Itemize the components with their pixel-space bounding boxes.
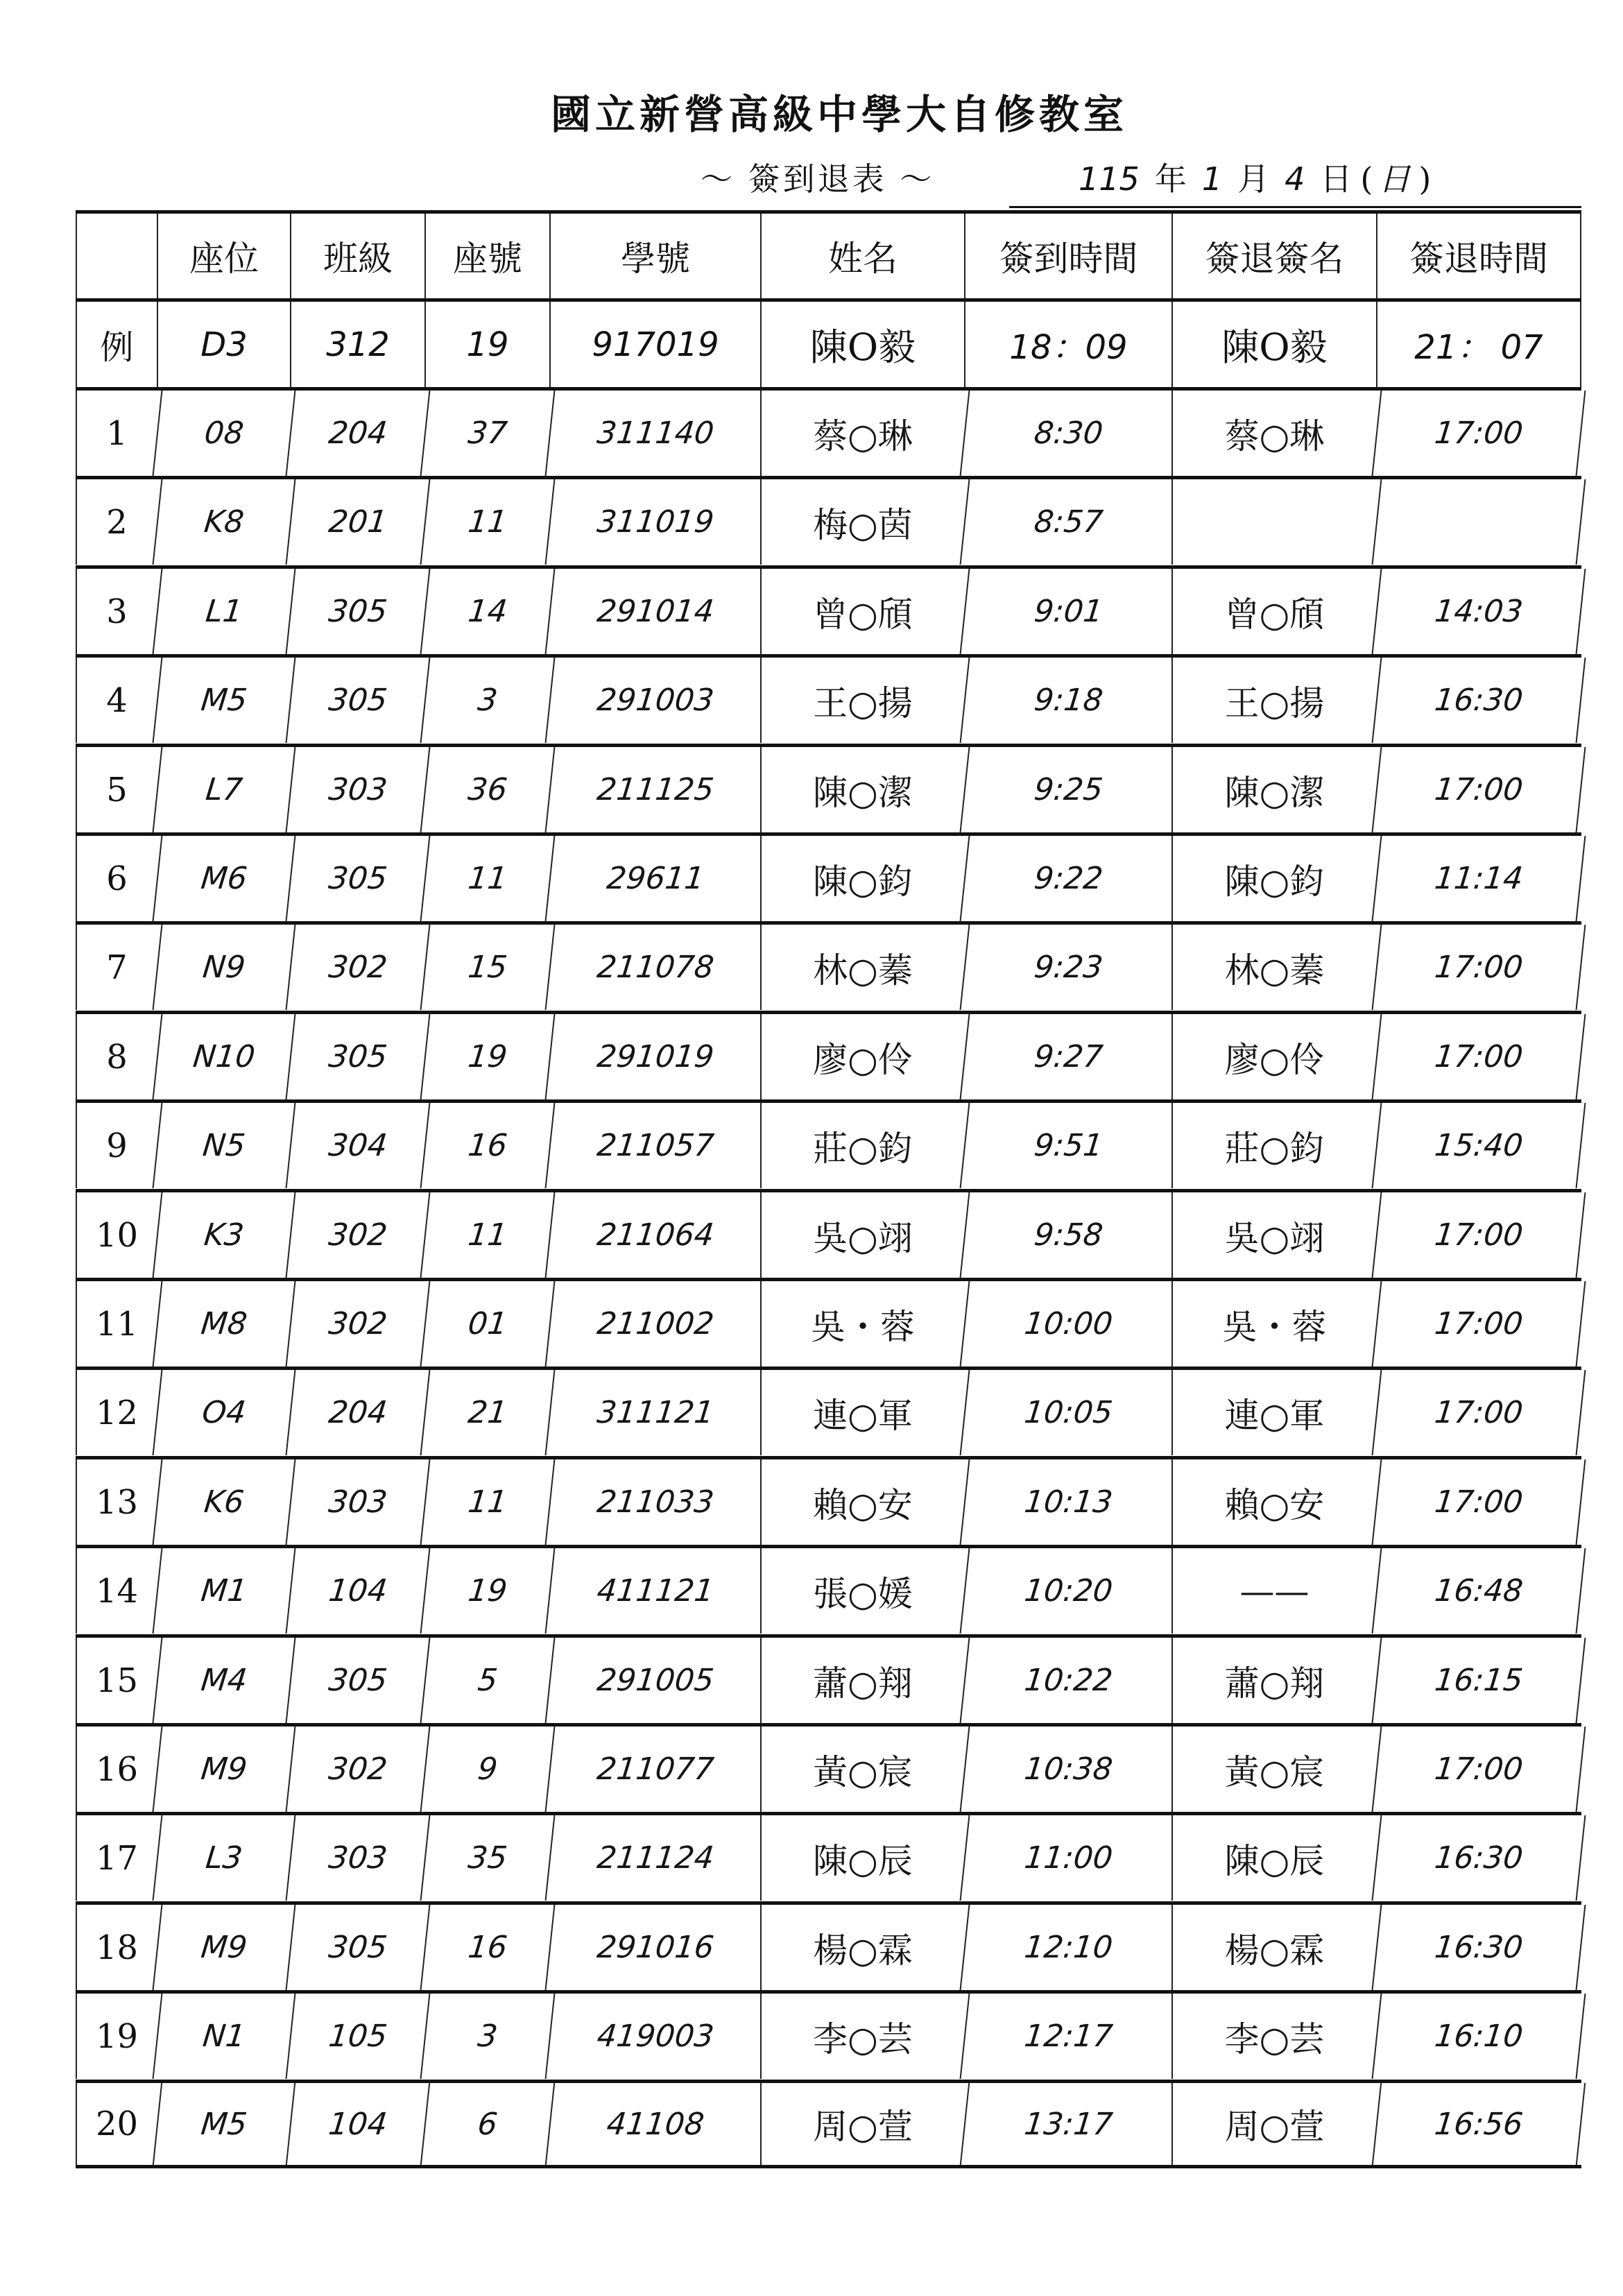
date-year: 115 [1079,160,1140,198]
col-header-checkout-time: 簽退時間 [1376,214,1581,298]
checkout-signature-cell[interactable]: 廖○伶 [1171,1014,1376,1099]
student-id-cell[interactable]: 311019 [545,479,765,565]
class-cell[interactable]: 302 [286,1727,429,1812]
row-number: 16 [76,1727,157,1812]
seat-no-cell[interactable]: 16 [420,1103,554,1188]
student-id-cell[interactable]: 211002 [545,1281,765,1367]
name-cell[interactable]: 李○芸 [760,1994,964,2079]
seat-cell[interactable]: N1 [153,1994,295,2079]
seat-cell[interactable]: K6 [153,1459,295,1545]
class-cell[interactable]: 305 [286,836,429,921]
checkout-time-cell[interactable]: 17:00 [1372,1281,1586,1367]
col-header-checkin-time: 簽到時間 [964,214,1171,298]
name-cell[interactable]: 陳○潔 [760,747,964,832]
table-row [76,1099,1581,1188]
name-cell[interactable]: 楊○霖 [760,1905,964,1990]
date-underline [1009,206,1581,208]
row-number: 15 [76,1638,157,1723]
checkout-time-cell[interactable]: 16:30 [1372,1905,1586,1990]
table-row [76,744,1581,832]
table-row [76,1189,1581,1278]
example-student-id: 917019 [549,302,760,387]
seat-no-cell[interactable]: 15 [420,925,554,1010]
checkin-time-cell[interactable]: 10:22 [960,1638,1176,1723]
seat-cell[interactable]: M1 [153,1548,295,1634]
checkout-time-cell[interactable] [1372,479,1586,565]
row-number: 1 [76,391,157,476]
seat-cell[interactable]: N5 [153,1103,295,1188]
example-checkout-signature: 陳O毅 [1171,302,1376,387]
seat-cell[interactable]: M4 [153,1638,295,1723]
seat-no-cell[interactable]: 14 [420,569,554,654]
table-row [76,1723,1581,1812]
col-header-seat-no: 座號 [424,214,549,298]
seat-no-cell[interactable]: 19 [420,1548,554,1634]
student-id-cell[interactable]: 311121 [545,1370,765,1455]
checkout-signature-cell[interactable]: 連○軍 [1171,1370,1376,1455]
table-row [76,1812,1581,1901]
example-class: 312 [290,302,424,387]
checkout-time-cell[interactable]: 17:00 [1372,1459,1586,1545]
seat-cell[interactable]: K8 [153,479,295,565]
table-row [76,1456,1581,1545]
name-cell[interactable]: 蕭○翔 [760,1638,964,1723]
checkout-time-cell[interactable]: 17:00 [1372,747,1586,832]
checkout-signature-cell[interactable]: 陳○辰 [1171,1815,1376,1901]
checkin-time-cell[interactable]: 10:38 [960,1727,1176,1812]
row-number: 4 [76,658,157,743]
class-cell[interactable]: 305 [286,658,429,743]
checkin-time-cell[interactable]: 8:57 [960,479,1176,565]
date-year-label: 年 [1154,160,1187,198]
table-header-row [76,210,1581,298]
name-cell[interactable]: 莊○鈞 [760,1103,964,1188]
checkout-signature-cell[interactable]: 莊○鈞 [1171,1103,1376,1188]
row-number: 6 [76,836,157,921]
checkout-signature-cell[interactable]: 陳○鈞 [1171,836,1376,921]
table-row [76,2080,1581,2168]
class-cell[interactable]: 204 [286,1370,429,1455]
name-cell[interactable]: 吳・蓉 [760,1281,964,1367]
example-row [76,298,1581,387]
checkout-time-cell[interactable]: 11:14 [1372,836,1586,921]
row-number: 8 [76,1014,157,1099]
example-checkin-time: 18：09 [964,302,1171,387]
seat-no-cell[interactable]: 21 [420,1370,554,1455]
col-header-name: 姓名 [760,214,964,298]
name-cell[interactable]: 廖○伶 [760,1014,964,1099]
table-row [76,565,1581,654]
seat-cell[interactable]: K3 [153,1192,295,1278]
class-cell[interactable]: 302 [286,925,429,1010]
class-cell[interactable]: 201 [286,479,429,565]
name-cell[interactable]: 梅○茵 [760,479,964,565]
seat-no-cell[interactable]: 3 [420,1994,554,2079]
seat-cell[interactable]: M9 [153,1905,295,1990]
page-title: 國立新營高級中學大自修教室 [550,91,1128,138]
row-number: 5 [76,747,157,832]
date-month: 1 [1201,160,1223,198]
col-header-seat: 座位 [157,214,290,298]
seat-cell[interactable]: M5 [153,658,295,743]
checkout-time-cell[interactable]: 16:30 [1372,658,1586,743]
checkout-signature-cell[interactable]: 蔡○琳 [1171,391,1376,476]
table-row [76,1278,1581,1367]
checkout-time-cell[interactable]: 17:00 [1372,925,1586,1010]
class-cell[interactable]: 104 [286,1548,429,1634]
seat-cell[interactable]: L7 [153,747,295,832]
table-row [76,654,1581,743]
student-id-cell[interactable]: 291005 [545,1638,765,1723]
student-id-cell[interactable]: 419003 [545,1994,765,2079]
table-row [76,1367,1581,1455]
checkout-time-cell[interactable]: 17:00 [1372,1727,1586,1812]
signin-table [76,210,1581,2161]
checkout-signature-cell[interactable]: 周○萱 [1171,2083,1376,2165]
seat-no-cell[interactable]: 36 [420,747,554,832]
row-number: 19 [76,1994,157,2079]
row-number: 18 [76,1905,157,1990]
class-cell[interactable]: 302 [286,1192,429,1278]
name-cell[interactable]: 黃○宸 [760,1727,964,1812]
table-row [76,387,1581,476]
checkout-time-cell[interactable]: 17:00 [1372,391,1586,476]
seat-no-cell[interactable]: 19 [420,1014,554,1099]
class-cell[interactable]: 304 [286,1103,429,1188]
seat-cell[interactable]: N9 [153,925,295,1010]
name-cell[interactable]: 吳○翊 [760,1192,964,1278]
table-row [76,921,1581,1010]
checkout-signature-cell[interactable]: —— [1171,1548,1376,1634]
seat-no-cell[interactable]: 35 [420,1815,554,1901]
name-cell[interactable]: 張○媛 [760,1548,964,1634]
row-number: 17 [76,1815,157,1901]
seat-cell[interactable]: M5 [153,2083,294,2165]
date-day: 4 [1285,160,1305,198]
student-id-cell[interactable]: 291014 [545,569,765,654]
class-cell[interactable]: 105 [286,1994,429,2079]
table-row [76,1901,1581,1990]
seat-no-cell[interactable]: 11 [420,1459,554,1545]
name-cell[interactable]: 蔡○琳 [760,391,964,476]
class-cell[interactable]: 305 [286,1014,429,1099]
name-cell[interactable]: 陳○鈞 [760,836,964,921]
checkin-time-cell[interactable]: 9:22 [960,836,1176,921]
checkin-time-cell[interactable]: 10:20 [960,1548,1176,1634]
table-row [76,476,1581,565]
form-subtitle: ～ 簽到退表 ～ [701,160,935,198]
seat-no-cell[interactable]: 6 [420,2083,553,2165]
checkout-signature-cell[interactable]: 吳○翊 [1171,1192,1376,1278]
row-number: 12 [76,1370,157,1455]
checkin-time-cell[interactable]: 9:51 [960,1103,1176,1188]
checkout-signature-cell[interactable] [1171,479,1376,565]
example-seat: D3 [157,302,290,387]
name-cell[interactable]: 王○揚 [760,658,964,743]
seat-no-cell[interactable]: 11 [420,479,554,565]
row-number: 7 [76,925,157,1010]
seat-cell[interactable]: M6 [153,836,295,921]
seat-no-cell[interactable]: 11 [420,836,554,921]
seat-no-cell[interactable]: 3 [420,658,554,743]
seat-no-cell[interactable]: 11 [420,1192,554,1278]
student-id-cell[interactable]: 291016 [545,1905,765,1990]
name-cell[interactable]: 林○蓁 [760,925,964,1010]
student-id-cell[interactable]: 211078 [545,925,765,1010]
checkout-signature-cell[interactable]: 李○芸 [1171,1994,1376,2079]
col-header-checkout-signature: 簽退簽名 [1171,214,1376,298]
col-header-index [76,214,157,298]
checkout-signature-cell[interactable]: 陳○潔 [1171,747,1376,832]
checkout-time-cell[interactable]: 16:15 [1372,1638,1586,1723]
seat-no-cell[interactable]: 5 [420,1638,554,1723]
checkout-signature-cell[interactable]: 賴○安 [1171,1459,1376,1545]
seat-cell[interactable]: M8 [153,1281,295,1367]
name-cell[interactable]: 連○軍 [760,1370,964,1455]
checkout-time-cell[interactable]: 16:10 [1372,1994,1586,2079]
table-row [76,832,1581,921]
form-date [1079,154,1431,200]
table-row [76,1634,1581,1723]
class-cell[interactable]: 303 [286,1815,429,1901]
seat-no-cell[interactable]: 37 [420,391,554,476]
student-id-cell[interactable]: 29611 [545,836,765,921]
student-id-cell[interactable]: 211033 [545,1459,765,1545]
class-cell[interactable]: 302 [286,1281,429,1367]
checkin-time-cell[interactable]: 9:23 [960,925,1176,1010]
name-cell[interactable]: 曾○頎 [760,569,964,654]
row-number: 3 [76,569,157,654]
checkin-time-cell[interactable]: 10:13 [960,1459,1176,1545]
seat-cell[interactable]: L1 [153,569,295,654]
seat-no-cell[interactable]: 01 [420,1281,554,1367]
seat-cell[interactable]: L3 [153,1815,295,1901]
student-id-cell[interactable]: 211124 [545,1815,765,1901]
row-number: 13 [76,1459,157,1545]
example-label: 例 [76,302,157,387]
checkout-signature-cell[interactable]: 黃○宸 [1171,1727,1376,1812]
checkout-signature-cell[interactable]: 王○揚 [1171,658,1376,743]
checkout-time-cell[interactable]: 17:00 [1372,1192,1586,1278]
date-month-label: 月 [1237,160,1270,198]
table-row [76,1011,1581,1099]
checkin-time-cell[interactable]: 13:17 [960,2083,1176,2165]
name-cell[interactable]: 賴○安 [760,1459,964,1545]
student-id-cell[interactable]: 411121 [545,1548,765,1634]
example-seat-no: 19 [424,302,549,387]
checkin-time-cell[interactable]: 12:10 [960,1905,1176,1990]
student-id-cell[interactable]: 211064 [545,1192,765,1278]
class-cell[interactable]: 305 [286,569,429,654]
checkout-time-cell[interactable]: 17:00 [1372,1370,1586,1455]
checkin-time-cell[interactable]: 10:05 [960,1370,1176,1455]
class-cell[interactable]: 303 [286,1459,429,1545]
name-cell[interactable]: 周○萱 [760,2083,964,2165]
checkout-signature-cell[interactable]: 吳・蓉 [1171,1281,1376,1367]
table-row [76,1990,1581,2079]
student-id-cell[interactable]: 291003 [545,658,765,743]
checkout-signature-cell[interactable]: 蕭○翔 [1171,1638,1376,1723]
checkin-time-cell[interactable]: 9:58 [960,1192,1176,1278]
student-id-cell[interactable]: 211125 [545,747,765,832]
seat-cell[interactable]: M9 [153,1727,295,1812]
checkout-time-cell[interactable]: 16:48 [1372,1548,1586,1634]
seat-no-cell[interactable]: 9 [420,1727,554,1812]
example-name: 陳O毅 [760,302,964,387]
checkout-time-cell[interactable]: 16:56 [1372,2083,1586,2165]
student-id-cell[interactable]: 291019 [545,1014,765,1099]
seat-cell[interactable]: 08 [153,391,295,476]
student-id-cell[interactable]: 211057 [545,1103,765,1188]
checkout-signature-cell[interactable]: 曾○頎 [1171,569,1376,654]
checkin-time-cell[interactable]: 12:17 [960,1994,1176,2079]
student-id-cell[interactable]: 41108 [545,2083,764,2165]
checkout-time-cell[interactable]: 17:00 [1372,1014,1586,1099]
checkout-signature-cell[interactable]: 楊○霖 [1171,1905,1376,1990]
student-id-cell[interactable]: 211077 [545,1727,765,1812]
checkout-signature-cell[interactable]: 林○蓁 [1171,925,1376,1010]
student-id-cell[interactable]: 311140 [545,391,765,476]
class-cell[interactable]: 303 [286,747,429,832]
row-number: 9 [76,1103,157,1188]
date-weekday-close: ) [1418,160,1432,198]
seat-cell[interactable]: N10 [153,1014,295,1099]
example-checkout-time: 21： 07 [1376,302,1581,387]
class-cell[interactable]: 305 [286,1905,429,1990]
checkin-time-cell[interactable]: 9:01 [960,569,1176,654]
seat-cell[interactable]: O4 [153,1370,295,1455]
checkout-time-cell[interactable]: 15:40 [1372,1103,1586,1188]
class-cell[interactable]: 104 [286,2083,429,2165]
date-weekday-open: ( [1360,160,1373,198]
checkin-time-cell[interactable]: 9:18 [960,658,1176,743]
checkin-time-cell[interactable]: 9:25 [960,747,1176,832]
col-header-class: 班級 [290,214,424,298]
class-cell[interactable]: 305 [286,1638,429,1723]
row-number: 2 [76,479,157,565]
checkin-time-cell[interactable]: 11:00 [960,1815,1176,1901]
table-row [76,1545,1581,1634]
seat-no-cell[interactable]: 16 [420,1905,554,1990]
name-cell[interactable]: 陳○辰 [760,1815,964,1901]
date-day-label: 日 [1320,160,1352,198]
checkin-time-cell[interactable]: 8:30 [960,391,1176,476]
row-number: 14 [76,1548,157,1634]
date-weekday: 日 [1378,160,1411,198]
row-number: 11 [76,1281,157,1367]
class-cell[interactable]: 204 [286,391,429,476]
checkin-time-cell[interactable]: 9:27 [960,1014,1176,1099]
col-header-student-id: 學號 [549,214,760,298]
row-number: 10 [76,1192,157,1278]
checkout-time-cell[interactable]: 14:03 [1372,569,1586,654]
checkin-time-cell[interactable]: 10:00 [960,1281,1176,1367]
row-number: 20 [76,2083,157,2165]
checkout-time-cell[interactable]: 16:30 [1372,1815,1586,1901]
